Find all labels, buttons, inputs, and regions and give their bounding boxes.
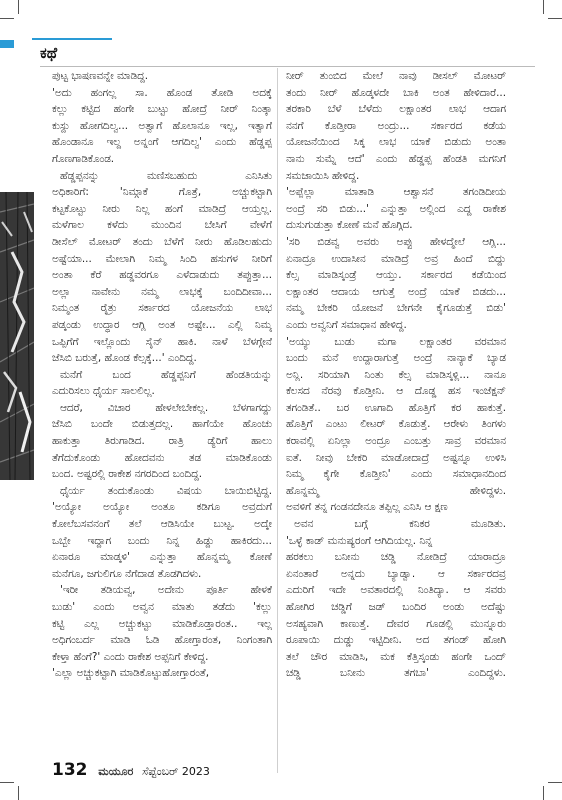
story-line: ಅಧಿಕಾರಿಗೆ: 'ನಿಮ್ಗಾಕೆ ಗೊತ್ರೆ, ಅಚ್ಚುಕಟ್ಟಾಗಿ — [52, 186, 272, 199]
story-line: ಹೊತ್ತಿಗೆ ಎಂಟು ಲೀಟರ್ ಕೊಡುತ್ತೆ. ಆರೇಳು ತಿಂಗಳು — [286, 418, 506, 431]
story-line: ಆದರೆ, ವಿಚಾರ ಹೇಳಲೇಬೇಕಲ್ಲ. ಬೆಳಗಾಗದ್ದು — [60, 401, 272, 414]
story-line: ಹೊನ್ನಮ್ಮ ಹೇಳಿದ್ದಳು. — [286, 484, 506, 497]
story-line: ಅಂದ್ರೆ ಸರಿ ಬಿಡು...' ಎನ್ನುತ್ತಾ ಅಲ್ಲಿಂದ ಎದ್ದ ರಾಕೇಶ — [286, 202, 506, 215]
story-line: ತಂದು ನೀರ್ ಹೊಡ್ಕಳದೇ ಬಾಕಿ ಅಂತ ಹೇಳಿದಾರೆ... — [286, 86, 506, 99]
story-line: 'ಒಳ್ಳೆ ಕಾಡ್ ಮನುಷ್ಯರಂಗೆ ಆಗಿದಿಯಲ್ಲ. ನಿನ್ನ — [286, 534, 433, 547]
story-line: ತೆಗೆದುಕೊಂಡು ಹೋದವನು ತಡ ಮಾಡಿಕೊಂಡು — [52, 451, 272, 464]
story-line: ಜೆಸಿಬಿ ಬರುತ್ತೆ, ಹೊಂಡ ಕೆಲ್ಸಕ್ಕೆ...' ಎಂದಿದ್ದ. — [52, 352, 197, 365]
story-line: ರೂಪಾಯಿ ದುಡ್ಡು ಇಟ್ಟಿದೀನಿ. ಅದ ತಗಂಡ್ ಹೋಗಿ — [286, 634, 506, 647]
story-line: ಕಟ್ಟಕೊಟ್ಟು ನೀರು ನಿಲ್ಲ ಹಂಗೆ ಮಾಡಿದ್ರೆ ಆಯ್ತಲ್ಲ. — [52, 202, 272, 215]
story-line: ಚಡ್ಡಿ ಬನೀನು ತಗಬಾ' ಎಂದಿದ್ದಳು. — [286, 667, 506, 680]
story-line: ದುಸುಗುಡುತ್ತಾ ಕೋಣೆ ಮನೆ ಹೊಗ್ಗಿದ. — [286, 219, 413, 232]
magazine-name: ಮಯೂರ — [98, 765, 134, 778]
crop-mark — [0, 18, 14, 19]
story-line: ಅನ್ಲಿ. ಸರಿಯಾಗಿ ನಿಂತು ಕೆಲ್ಸ ಮಾಡಿಸ್ಕಳ್ಲಿ... ನಾನೂ — [286, 368, 506, 381]
crop-mark — [18, 0, 19, 14]
story-line: ಅಂತಾ ಕೆರೆ ಹಡ್ಡವರಗೂ ಎಳೆದಾಡುದು ತಪ್ಪುತ್ತಾ... — [52, 269, 272, 282]
story-line: ಕುಸ್ದು ಹೋಗದಿಲ್ವ... ಅತ್ವಾಗೆ ಹೊಲಾನೂ ಇಲ್ಲ, ಇತ್ವಾಗೆ — [52, 119, 272, 132]
story-line: ಹೊಂಡಾನೂ ಇಲ್ದ ಅನ್ನಂಗೆ ಆಗದಿಲ್ವ' ಎಂದು ಹೆಡ್ಡಪ್ಪ — [52, 136, 272, 149]
story-line: ಎದುರಿಸಲು ಧೈರ್ಯ ಸಾಲಲಿಲ್ಲ. — [52, 385, 155, 398]
header-divider — [40, 66, 535, 67]
story-line: ಕೆಲಸದ ನೆರವು ಕೊಡ್ತೀನಿ. ಆ ದೊಡ್ಡ ಹಸ ಇಂಜೆಕ್ಷನ್ — [286, 385, 506, 398]
story-line: ಧೈರ್ಯ ತಂದುಕೊಂಡು ವಿಷಯ ಬಾಯಿಬಿಟ್ಟಿದ್ದ. — [60, 484, 272, 497]
story-line: ಕೆಲ್ಸ ಮಾಡಿಸ್ಕಂಡ್ರೆ ಆಯ್ತು. ಸರ್ಕಾರದ ಕಡೆಯಿಂದ — [286, 269, 506, 282]
story-line: ತಗಂಡಿತೆ.. ಬರ ಊಗಾದಿ ಹೊತ್ತಿಗೆ ಕರ ಹಾಕುತ್ತೆ. — [286, 401, 506, 414]
decorative-image-strip — [0, 192, 34, 480]
story-line: ಏನಾರೂ ಮಾಡ್ಕಳಿ' ಎನ್ನುತ್ತಾ ಹೊನ್ನಮ್ಮ ಕೋಣೆ — [52, 551, 272, 564]
story-line: 'ಇರೀ ತಡಿಯವ್ವ, ಅದೇನು ಪೂರ್ತಿ ಹೇಳಕೆ — [60, 584, 272, 597]
story-line: ನಾನು ಸುಮ್ನೆ ಆದೆ' ಎಂದು ಹೆಡ್ಡಪ್ಪ ಹೆಂಡತಿ ಮಗನಿಗೆ — [286, 152, 506, 165]
crop-mark — [543, 0, 544, 14]
story-line: ಮಳೆಗಾಲ ಕಳೆದು ಮುಂದಿನ ಬೇಸಿಗೆ ವೇಳೆಗೆ — [52, 219, 272, 232]
issue-date: ಸೆಪ್ಟೆಂಬರ್ 2023 — [142, 765, 210, 778]
story-line: ಕಟ್ಟಿ ಎಲ್ಲ ಅಚ್ಚುಕಟ್ಟು ಮಾಡಿಕೊಡ್ತಾರಂತ.. ಇಲ್ಲ — [52, 617, 272, 630]
story-line: ಬುಡು' ಎಂದು ಅವ್ವನ ಮಾತು ತಡೆದು 'ಕಲ್ಲು — [52, 601, 272, 613]
story-line: ಅಧಿಗಂಬರ್ದ ಮಾಡಿ ಓಡಿ ಹೋಗ್ತಾರಂತ, ನಿಂಗಂತಾಗಿ — [52, 634, 272, 647]
story-line: ಹರಕಲು ಬನೀನು ಚಡ್ಡಿ ನೋಡಿದ್ರೆ ಯಾರಾದ್ರೂ — [286, 551, 506, 564]
story-line: ಕೋಲೆಬಸವನಂಗೆ ತಲೆ ಆಡಿಸಿಯೇ ಬುಟ್ಟ. ಅದ್ಕೇ — [52, 518, 272, 531]
story-line: ಮನೆಗೆ ಬಂದ ಹೆಡ್ಡಪ್ಪನಿಗೆ ಹೆಂಡತಿಯನ್ನು — [60, 368, 272, 381]
story-line: ಅಷ್ಟೆಯಾ... ಮೇಲಾಗಿ ನಿಮ್ಮ ಸಿಂದಿ ಹಸುಗಳ ನೀರಿಗೆ — [52, 252, 272, 265]
story-line: ಐತೆ. ನೀವು ಬೇಕರಿ ಮಾಡೋದಾದ್ರೆ ಅಷ್ಟನ್ನೂ ಉಳಿಸಿ — [286, 451, 506, 464]
story-line: ಅಲ್ಲಾ ನಾವೇನು ನಮ್ಮ ಲಾಭಕ್ಕೆ ಬಂದಿದೀವಾ... — [52, 285, 272, 298]
story-line: 'ಅಪ್ಪೆಲ್ಲಾ ಮಾತಾಡಿ ಆಶ್ವಾಸನೆ ತಗಂಡಿದೀಯ — [286, 186, 506, 199]
story-line: ಕಲ್ಲು ಕಟ್ಟಿದ ಹಂಗೇ ಬುಟ್ಟು ಹೋದ್ರೆ ನೀರ್ ನಿಂತ್ಕಾ — [52, 103, 272, 116]
story-line: 'ಎಲ್ಲಾ ಅಚ್ಚುಕಟ್ಟಾಗಿ ಮಾಡಿಕೊಟ್ಟುಹೋಗ್ತಾರಂತೆ, — [52, 667, 210, 680]
section-title: ಕಥೆ — [40, 44, 58, 62]
story-line: ಒಬ್ಬೇ ಇದ್ದಾಗ ಬಂದು ನಿನ್ನ ಹಿಡ್ದು ಹಾಕಿರದು... — [52, 534, 272, 547]
story-column-left — [52, 68, 272, 682]
story-line: ಒಪ್ಪಿಗೆಗೆ ಇಲ್ಲೊಂದು ಸೈನ್ ಹಾಕಿ. ನಾಳೆ ಬೆಳಗ್ಗೇನೆ — [52, 335, 272, 348]
column-divider — [277, 68, 278, 773]
story-line: ಗೊಣಗಾಡಿಕೊಂಡ. — [52, 152, 115, 165]
story-column-right — [286, 68, 506, 682]
story-line: ಅವಳಿಗೆ ತನ್ನ ಗಂಡನದೇನೂ ತಪ್ಪಿಲ್ಲ ಎನಿಸಿ ಆ ಕ್ಷಣ — [286, 501, 448, 514]
crop-mark — [18, 786, 19, 800]
story-line: ಜೆಸಿಬಿ ಬಂದೇ ಬಿಡುತ್ತದಲ್ಲ. ಹಾಗೆಯೇ ಹೊಂಚು — [52, 418, 272, 431]
crop-mark — [0, 782, 14, 783]
story-line: ನಮ್ಮ ಬೇಕರಿ ಯೋಜನೆ ಬೇಗನೇ ಕೈಗೂಡುತ್ತೆ ಬಿಡು' — [286, 302, 506, 315]
story-line: ಹಾಕುತ್ತಾ ತಿರುಗಾಡಿದ. ರಾತ್ರಿ ಡ್ಯೆರಿಗೆ ಹಾಲು — [52, 435, 272, 448]
story-line: ಪುಟ್ಟ ಭಾಷಣವನ್ನೇ ಮಾಡಿದ್ದ. — [52, 70, 149, 82]
story-line: ತಲೆ ಚೌರ ಮಾಡಿಸಿ, ಮಕ ಕೆತ್ತಿಸ್ಕಂಡು ಹಂಗೇ ಒಂದ್ — [286, 650, 506, 663]
page-footer — [52, 760, 210, 780]
story-line: ಎಂದು ಅವ್ವನಿಗೆ ಸಮಾಧಾನ ಹೇಳಿದ್ದ. — [286, 318, 407, 331]
story-line: ಏನಾದ್ರೂ ಉದಾಸೀನ ಮಾಡಿದ್ರೆ ಅವ್ರ ಹಿಂದೆ ಬಿದ್ದು — [286, 252, 506, 265]
story-line: ಹೆಡ್ಡಪ್ಪನನ್ನು ಮಣಿಸಬಹುದು ಎನಿಸಿತು — [60, 169, 272, 182]
story-line: 'ಸರಿ ಬಿಡವ್ವ ಅವರು ಅಪ್ಪು ಹೇಳದ್ಮೇಲೆ ಆಗ್ಲಿ... — [286, 235, 506, 248]
story-line: 'ಅದು ಹಂಗಲ್ಲ ಸಾ. ಹೊಂಡ ತೋಡಿ ಅದಕ್ಕೆ — [52, 86, 272, 99]
story-line: ಡೀಸೆಲ್ ಮೋಟರ್ ತಂದು ಬೆಳೆಗೆ ನೀರು ಹೊಡಿಲಹುದು — [52, 235, 272, 248]
story-line: ಹೋಗಿರ ಚಡ್ಡಿಗೆ ಜಡ್ ಬಂದಿರ ಅಂಡು ಅದೆಷ್ಟು — [286, 601, 506, 613]
story-line: ನಿಮ್ಮ ಕೈಗೇ ಕೊಡ್ತೀನಿ' ಎಂದು ಸಮಾಧಾನದಿಂದ — [286, 468, 506, 481]
story-line: ಬಂದ. ಅಷ್ಟರಲ್ಲಿ ರಾಕೇಶ ನಗರದಿಂದ ಬಂದಿದ್ದ. — [52, 468, 203, 481]
crop-mark — [548, 18, 562, 19]
story-line: ಕೇಳ್ತಾ ಹೆಂಗೆ?' ಎಂದು ರಾಕೇಶ ಅಪ್ಪನಿಗೆ ಕೇಳಿದ್ದ. — [52, 650, 209, 663]
story-line: ಅವನ ಬಗ್ಗೆ ಕನಿಕರ ಮೂಡಿತು. — [294, 518, 506, 531]
section-tab — [0, 40, 14, 48]
story-line: 'ಅಯ್ಯು ಬುಡು ಮಗಾ ಲಕ್ಷಾಂತರ ವರಮಾನ — [286, 335, 506, 348]
story-line: ಪಡ್ಕಂಡು ಉದ್ಧಾರ ಆಗ್ಲಿ ಅಂತ ಅಷ್ಟೇ... ಎಲ್ಲಿ ನಿಮ್ಮ — [52, 318, 272, 331]
story-line: ಎದುರಿಗೆ ಇದೇ ಅವತಾರದಲ್ಲಿ ನಿಂತಿದ್ಯಾ. ಆ ಸವರು — [286, 584, 506, 597]
story-line: ಕರಾವಲ್ಲಿ ಏನಿಲ್ಲಾ ಅಂದ್ರೂ ಎಂಬತ್ತು ಸಾವ್ರ ವರಮಾನ — [286, 435, 506, 448]
story-line: ಬಂದು ಮನೆ ಉದ್ದಾರಾಗುತ್ತೆ ಅಂದ್ರೆ ನಾನ್ಯಾಕೆ ಬ್ಯಾಡ — [286, 352, 506, 365]
story-line: ಲಕ್ಷಾಂತರ ಆದಾಯ ಆಗುತ್ತೆ ಅಂದ್ರೆ ಯಾಕೆ ಬಿಡದು... — [286, 285, 506, 298]
story-line: ತರಕಾರಿ ಬೆಳೆ ಬೆಳೆದು ಲಕ್ಷಾಂತರ ಲಾಭ ಆದಾಗ — [286, 103, 506, 116]
page-number: 132 — [52, 760, 88, 780]
story-line: ನನಗೆ ಕೊಡ್ತೀರಾ ಅಂದ್ರು... ಸರ್ಕಾರದ ಕಡೆಯ — [286, 119, 506, 132]
story-line: ಮನೆಗೂ, ಜಗುಲಿಗೂ ನೆಗೆದಾಡ ತೊಡಗಿದಳು. — [52, 567, 202, 580]
header-accent-rule — [32, 38, 112, 40]
crop-mark — [548, 782, 562, 783]
crop-mark — [543, 786, 544, 800]
story-line: ಅಸಹ್ಯವಾಗಿ ಕಾಣುತ್ತೆ. ದೇವರ ಗೂಡಲ್ಲಿ ಮುನ್ನೂರು — [286, 617, 506, 630]
story-line: ನೀರ್ ತುಂಬಿದ ಮೇಲೆ ನಾವು ಡೀಸಲ್ ಮೋಟರ್ — [286, 70, 506, 82]
story-line: 'ಅಯ್ಯೋ ಅಯ್ಯೋ ಅಂತೂ ಕಡಿಗೂ ಅವ್ರದುಗೆ — [52, 501, 272, 514]
story-line: ನಿಮ್ಮಂತ ರೈತ್ರು ಸರ್ಕಾರದ ಯೋಜನೆಯ ಲಾಭ — [52, 302, 272, 315]
story-line: ಏನಂತಾರೆ ಅನ್ನದು ಬ್ಯಾಡ್ವಾ. ಆ ಸರ್ಕಾರದವ್ರ — [286, 567, 506, 580]
story-line: ಸಮಜಾಯಿಸಿ ಹೇಳಿದ್ದ. — [286, 169, 360, 182]
story-line: ಯೋಜನೆಯಿಂದ ಸಿಕ್ಕ ಲಾಭ ಯಾಕೆ ಬಿಡುದು ಅಂತಾ — [286, 136, 506, 149]
